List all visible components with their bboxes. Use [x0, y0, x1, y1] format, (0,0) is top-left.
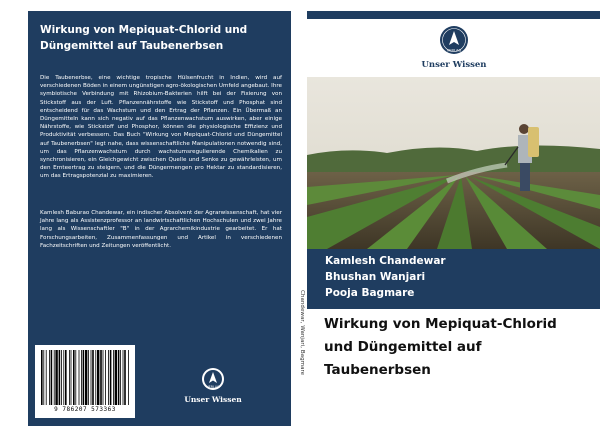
front-top-bar [307, 11, 600, 19]
author-2: Bhushan Wanjari [325, 271, 426, 283]
book-description: Die Taubenerbse, eine wichtige tropische Hülsenfrucht in Indien, wird auf verschiedenen Böden in einem ungünstigen agro-ökologischen Umfeld angebaut. Ihre symbiotische Verbindung mit Rhizobium-Bakterien hilft bei der Fixierung von Stickstoff aus der Luft. Pflanzennährstoffe wie Stickstoff und Phosphat sind entscheidend für das Wachstum und den Ertrag der Pflanzen. Ein Übermaß an Düngemitteln kann sich negativ auf das Pflanzenwachstum auswirken, aber einige Nährstoffe, wie Stickstoff und Phosphor, können die physiologische Effizienz und Produktivität verbessern. Das Buch "Wirkung von Mepiquat-Chlorid und Düngemittel auf Taubenerbsen" legt nahe, dass wissenschaftliche Manipulationen notwendig sind, um das Pflanzenwachstum durch wachstumsregulierende Chemikalien zu synchronisieren, ein Gleichgewicht zwischen Quelle und Senke zu gewährleisten, um den Ernteertrag zu steigern, und die Düngermengen pro Hektar zu standardisieren, um das Ertragspotenzial zu maximieren. [40, 75, 282, 180]
author-1: Kamlesh Chandewar [325, 255, 446, 267]
front-publisher-block [411, 25, 497, 70]
publisher-logo-icon [439, 25, 469, 55]
spine-authors: Chandewar, Wanjari, Bagmare [299, 290, 305, 376]
front-publisher-tag: VERLAG [446, 48, 462, 53]
back-cover [28, 11, 291, 426]
front-title-line-2: und Düngemittel auf [324, 339, 482, 355]
back-title-line-2: Düngemittel auf Taubenerbsen [40, 40, 224, 52]
back-publisher-block [178, 367, 248, 404]
author-bio: Kamlesh Baburao Chandewar, ein indischer Absolvent der Agrarwissenschaft, hat vier Jahre lang als Assistenzprofessor an landwirtschaftlichen Hochschulen und zwei Jahre lang als Wissenschaftler "B" in der Agrarchemikindustrie gearbeitet. Er hat Forschungsarbeiten, Zusammenfassungen und Artikel in verschiedenen Fachzeitschriften und Zeitungen veröffentlicht. [40, 210, 282, 249]
spine [291, 11, 307, 426]
author-3: Pooja Bagmare [325, 287, 415, 299]
front-publisher-name: Unser Wissen [421, 60, 487, 70]
publisher-logo-icon [201, 367, 225, 391]
back-publisher-name: Unser Wissen [184, 395, 242, 404]
barcode-icon [40, 350, 130, 405]
back-title-line-1: Wirkung von Mepiquat-Chlorid und [40, 24, 248, 36]
front-cover-title [324, 313, 594, 382]
front-cover [307, 11, 600, 426]
back-publisher-tag: VERLAG [206, 385, 220, 389]
front-title-line-3: Taubenerbsen [324, 362, 431, 378]
authors-band [307, 249, 600, 309]
front-title-line-1: Wirkung von Mepiquat-Chlorid [324, 316, 557, 332]
back-cover-title [40, 22, 285, 54]
cover-photo-farmer-spraying-field [307, 77, 600, 249]
barcode-box [35, 345, 135, 418]
isbn-number: 9 786207 573363 [54, 406, 116, 413]
